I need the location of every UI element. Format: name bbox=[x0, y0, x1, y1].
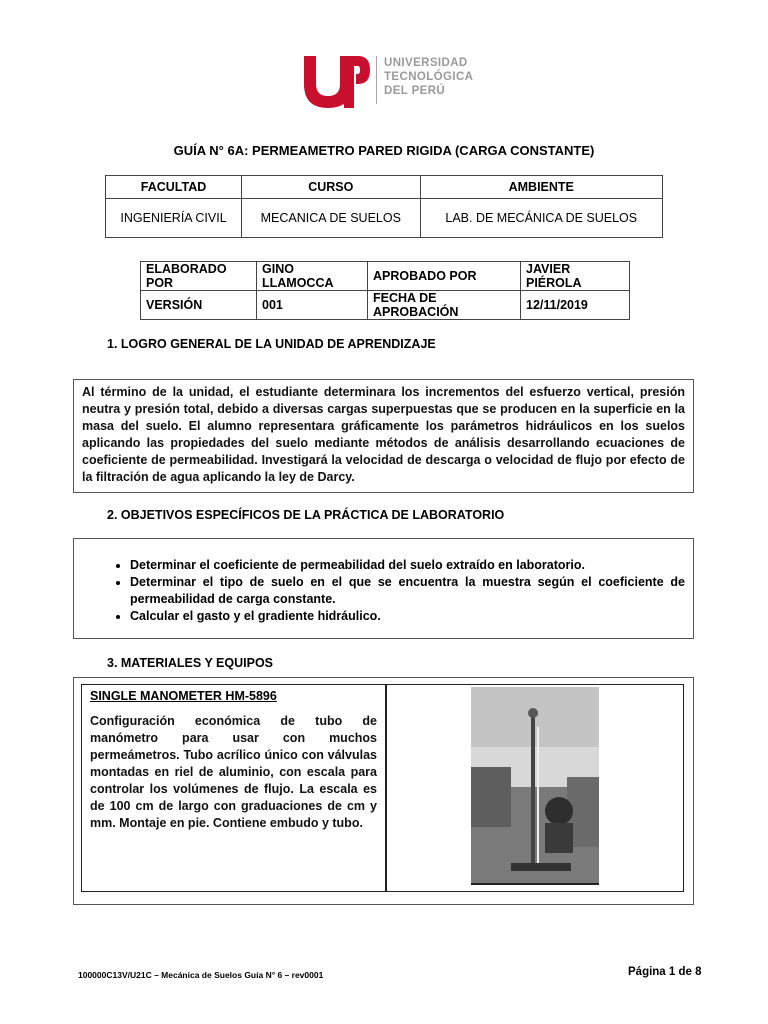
page-label: Página bbox=[628, 966, 666, 978]
page-total: 8 bbox=[695, 966, 702, 978]
utp-logo-icon bbox=[300, 50, 372, 112]
value-fecha: 12/11/2019 bbox=[521, 291, 630, 320]
value-curso: MECANICA DE SUELOS bbox=[242, 199, 420, 238]
label-aprobado: APROBADO POR bbox=[368, 262, 521, 291]
section-1-text: Al término de la unidad, el estudiante determinara los incrementos del esfuerzo vertical, presión neutra y presión total, debido a diversas cargas superpuestas que se producen en la superficie en la masa del suelo. El alumno representara gráficamente los parámetros hidráulicos en los suelos aplicando las propiedades del suelo mediante métodos de análisis desarrollando ecuaciones de coeficiente de permeabilidad. Investigará la velocidad de descarga o velocidad de flujo por efecto de la filtración de agua aplicando la ley de Darcy. bbox=[82, 385, 685, 484]
meta-table bbox=[140, 261, 630, 320]
section-2-box bbox=[73, 538, 694, 639]
header-facultad: FACULTAD bbox=[106, 176, 242, 199]
list-item: • Calcular el gasto y el gradiente hidráulico. bbox=[130, 608, 685, 625]
manometer-image-icon bbox=[471, 687, 599, 883]
value-ambiente: LAB. DE MECÁNICA DE SUELOS bbox=[420, 199, 662, 238]
header-ambiente: AMBIENTE bbox=[420, 176, 662, 199]
info-table bbox=[105, 175, 663, 238]
value-version: 001 bbox=[257, 291, 368, 320]
logo-line-1: UNIVERSIDAD bbox=[384, 57, 468, 69]
table-row bbox=[141, 291, 630, 320]
table-row bbox=[106, 199, 663, 238]
logo-line-2: TECNOLÓGICA bbox=[384, 71, 474, 83]
section-3-box bbox=[73, 677, 694, 905]
section-3-heading: 3. MATERIALES Y EQUIPOS bbox=[107, 656, 274, 670]
page-current: 1 bbox=[668, 966, 676, 978]
logo-separator bbox=[376, 56, 377, 104]
value-aprobado: JAVIER PIÉROLA bbox=[521, 262, 630, 291]
document-title: GUÍA N° 6A: PERMEAMETRO PARED RIGIDA (CARGA CONSTANTE) bbox=[173, 143, 595, 158]
materials-image-cell bbox=[386, 684, 684, 892]
section-2-heading: 2. OBJETIVOS ESPECÍFICOS DE LA PRÁCTICA DE LABORATORIO bbox=[107, 508, 505, 522]
value-facultad: INGENIERÍA CIVIL bbox=[106, 199, 242, 238]
label-fecha: FECHA DE APROBACIÓN bbox=[368, 291, 521, 320]
manometer-photo bbox=[471, 687, 599, 885]
section-1-box bbox=[73, 379, 694, 493]
label-elaborado: ELABORADO POR bbox=[141, 262, 257, 291]
table-header-row bbox=[106, 176, 663, 199]
section-1-heading: 1. LOGRO GENERAL DE LA UNIDAD DE APRENDIZAJE bbox=[107, 337, 436, 351]
footer-code: 100000C13V/U21C – Mecánica de Suelos Guía N° 6 – rev0001 bbox=[78, 970, 324, 980]
material-title: SINGLE MANOMETER HM-5896 bbox=[90, 689, 277, 703]
materials-text-cell bbox=[81, 684, 386, 892]
logo-text bbox=[384, 56, 473, 98]
page-number bbox=[628, 966, 702, 978]
value-elaborado: GINO LLAMOCCA bbox=[257, 262, 368, 291]
objectives-list bbox=[90, 557, 685, 625]
material-description: Configuración económica de tubo de manómetro para usar con muchos permeámetros. Tubo acrílico único con válvulas montadas en riel de aluminio, con escala para controlar los volúmenes de flujo. La escala es de 100 cm de largo con graduaciones de cm y mm. Montaje en pie. Contiene embudo y tubo. bbox=[90, 714, 377, 830]
table-row bbox=[141, 262, 630, 291]
logo-line-3: DEL PERÚ bbox=[384, 85, 446, 97]
label-version: VERSIÓN bbox=[141, 291, 257, 320]
header-curso: CURSO bbox=[242, 176, 420, 199]
university-logo bbox=[300, 50, 474, 112]
list-item: • Determinar el tipo de suelo en el que se encuentra la muestra según el coeficiente de permeabilidad de carga constante. bbox=[130, 574, 685, 608]
list-item: • Determinar el coeficiente de permeabilidad del suelo extraído en laboratorio. bbox=[130, 557, 685, 574]
page-of: de bbox=[678, 966, 692, 978]
